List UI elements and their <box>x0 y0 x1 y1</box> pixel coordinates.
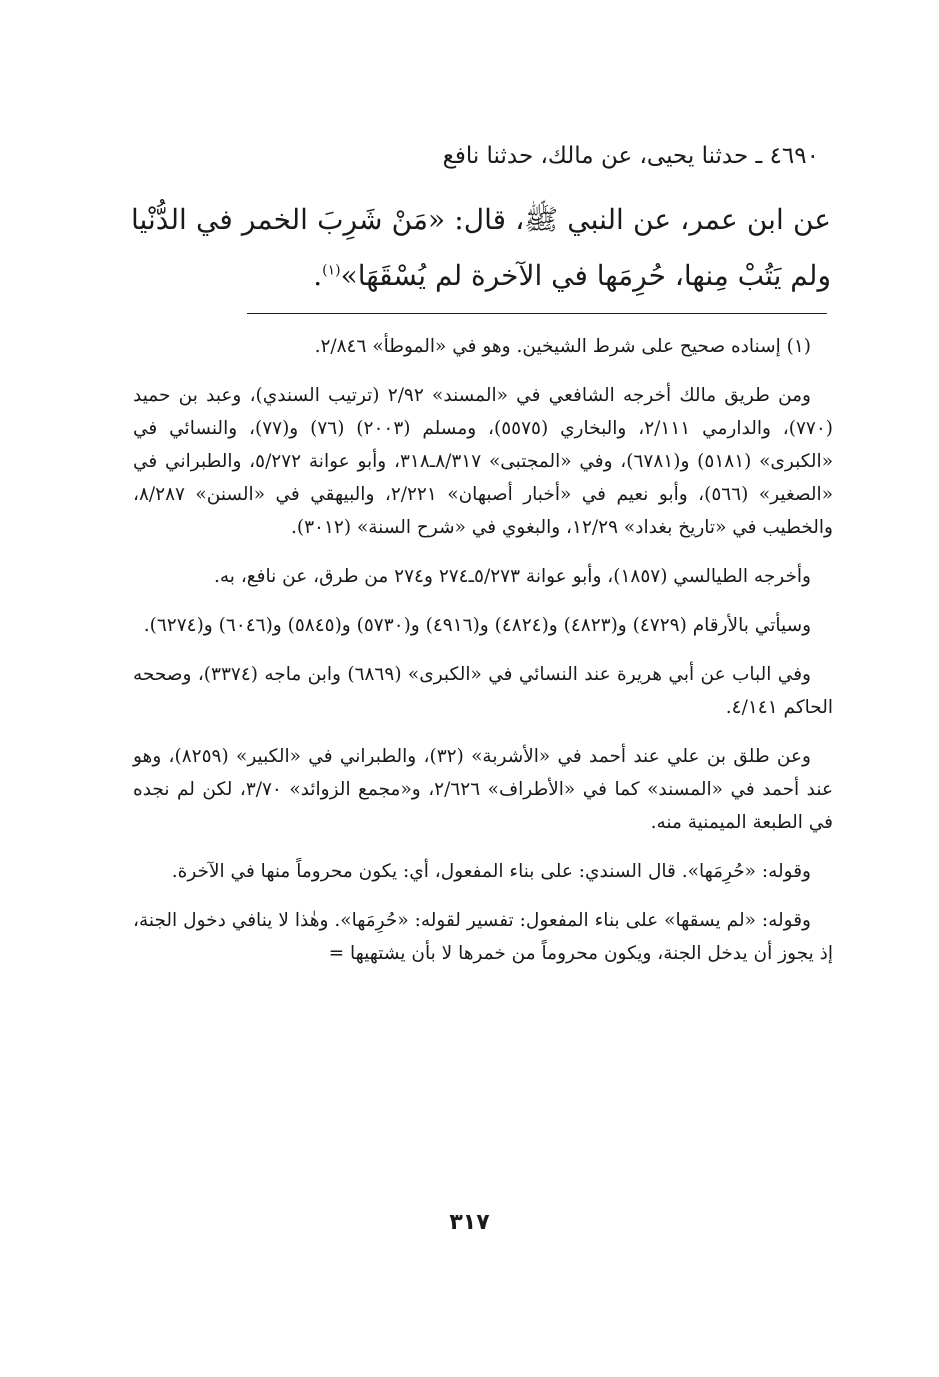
footnote-paragraph: وأخرجه الطيالسي (١٨٥٧)، وأبو عوانة ٥/٢٧٣ـ٢٧٤ و٢٧٤ من طرق، عن نافع، به. <box>214 566 811 587</box>
page-number: ٣١٧ <box>449 1210 490 1235</box>
footnote-paragraph: وعن طلق بن علي عند أحمد في «الأشربة» (٣٢)، والطبراني في «الكبير» (٨٢٥٩)، وهو عند أحمد في «المسند» كما في «الأطراف» ٢/٦٢٦، و«مجمع الزوائد» ٣/٧٠، لكن لم نجده في الطبعة الميمنية منه. <box>133 746 833 833</box>
footnote-paragraph: وفي الباب عن أبي هريرة عند النسائي في «الكبرى» (٦٨٦٩) وابن ماجه (٣٣٧٤)، وصححه الحاكم ٤/١٤١. <box>133 664 833 718</box>
hadith-text-block <box>131 192 831 304</box>
footnote-marker[interactable]: (١) <box>322 262 341 279</box>
footnote-paragraph: (١) إسناده صحيح على شرط الشيخين. وهو في «الموطأ» ٢/٨٤٦. <box>314 336 811 357</box>
footnote-paragraph: وقوله: «لم يسقها» على بناء المفعول: تفسير لقوله: «حُرِمَها». وهٰذا لا ينافي دخول الجنة، إذ يجوز أن يدخل الجنة، ويكون محروماً من خمرها لا بأن يشتهيها = <box>133 910 833 964</box>
footnote-separator <box>247 313 827 314</box>
hadith-end-mark: . <box>313 259 323 292</box>
footnotes-section <box>133 330 833 986</box>
footnote-paragraph: وقوله: «حُرِمَها». قال السندي: على بناء المفعول، أي: يكون محروماً منها في الآخرة. <box>171 861 811 882</box>
hadith-text: عن ابن عمر، عن النبي ﷺ، قال: «مَنْ شَرِبَ الخمر في الدُّنْيا ولم يَتُبْ مِنها، حُرِمَها في الآخرة لم يُسْقَهَا» <box>131 203 831 292</box>
footnote-paragraph: وسيأتي بالأرقام (٤٧٢٩) و(٤٨٢٣) و(٤٨٢٤) و(٤٩١٦) و(٥٧٣٠) و(٥٨٤٥) و(٦٠٤٦) و(٦٢٧٤). <box>143 615 811 636</box>
hadith-header: ٤٦٩٠ ـ حدثنا يحيى، عن مالك، حدثنا نافع <box>442 143 819 169</box>
footnote-paragraph: ومن طريق مالك أخرجه الشافعي في «المسند» ٢/٩٢ (ترتيب السندي)، وعبد بن حميد (٧٧٠)، والدارمي ٢/١١١، والبخاري (٥٥٧٥)، ومسلم (٢٠٠٣) (٧٦) و(٧٧)، والنسائي في «الكبرى» (٥١٨١) و(٦٧٨١)، وفي «المجتبى» ٨/٣١٧ـ٣١٨، وأبو عوانة ٥/٢٧٢، والطبراني في «الصغير» (٥٦٦)، وأبو نعيم في «أخبار أصبهان» ٢/٢٢١، والبيهقي في «السنن» ٨/٢٨٧، والخطيب في «تاريخ بغداد» ١٢/٢٩، والبغوي في «شرح السنة» (٣٠١٢). <box>133 385 834 538</box>
